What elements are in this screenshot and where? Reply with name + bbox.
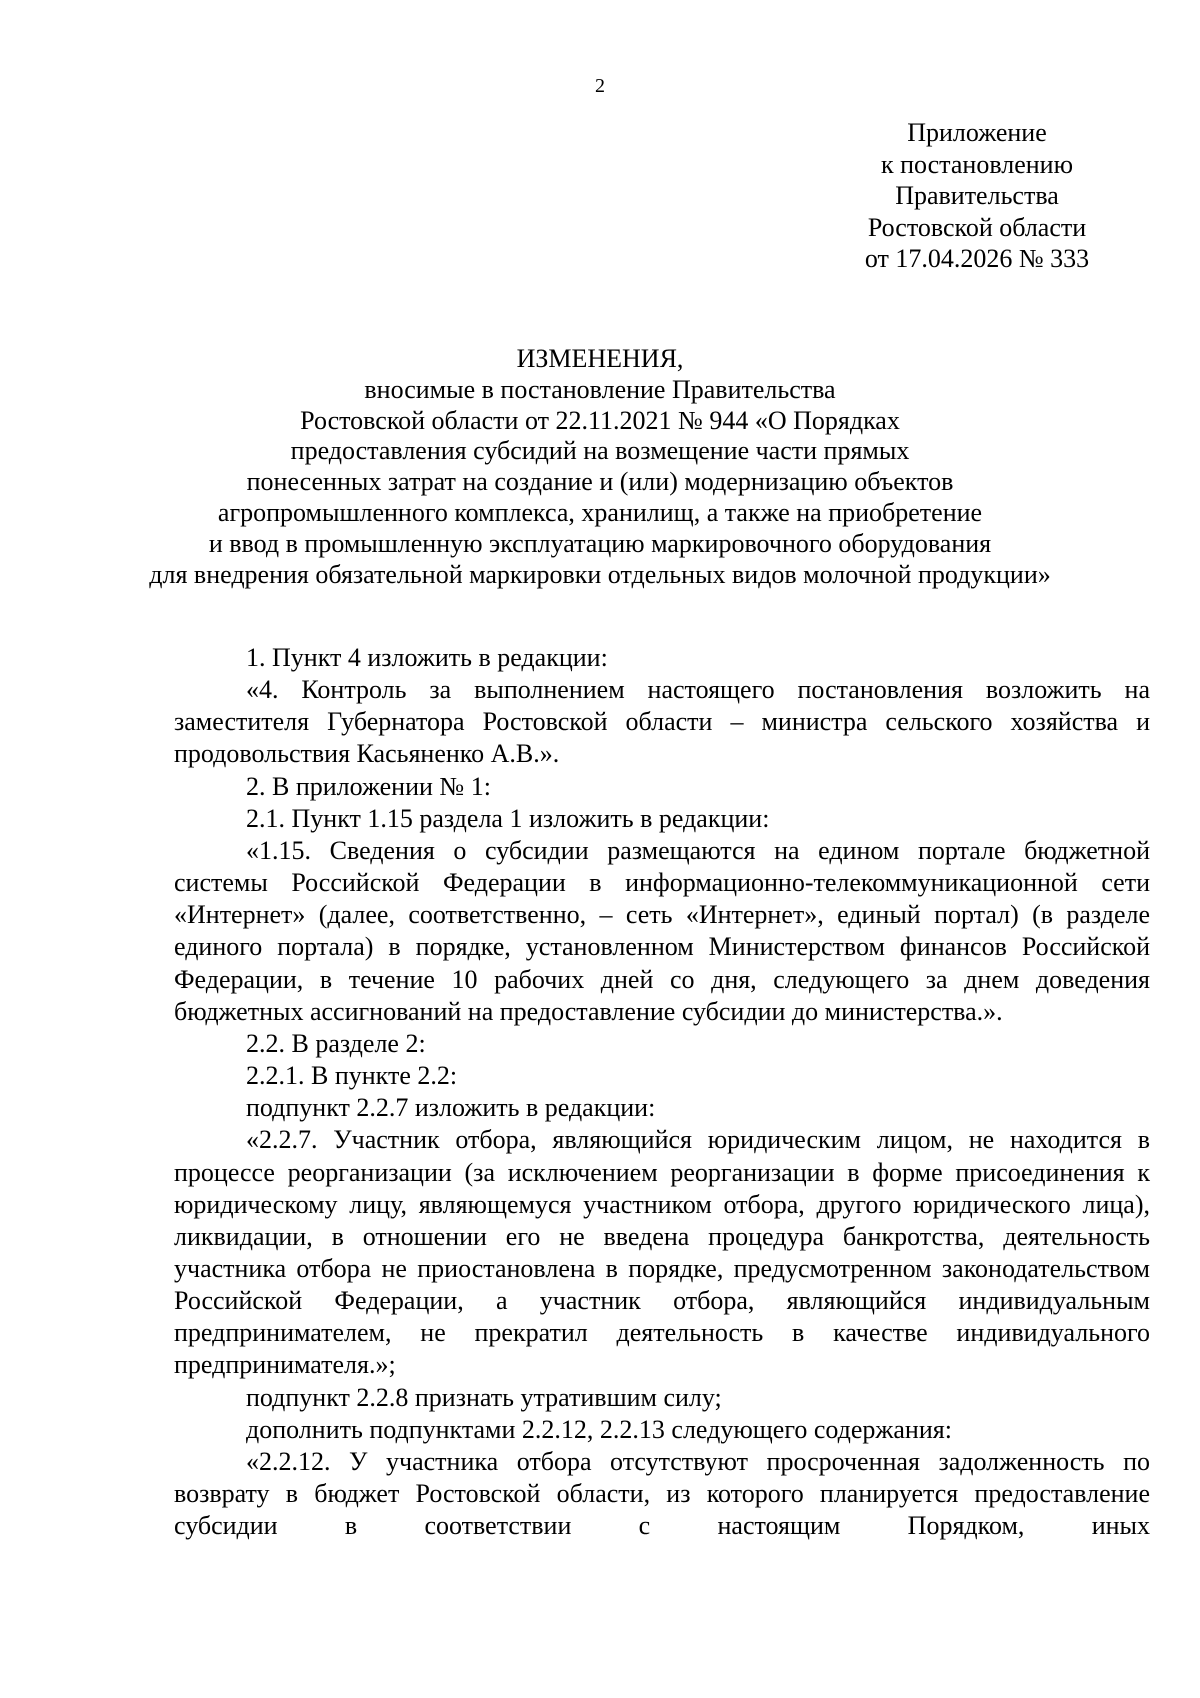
body-paragraph: «1.15. Сведения о субсидии размещаются на едином портале бюджетной системы Российской Федерации в информационно-телекоммуникационной сети «Интернет» (далее, соответственно, – сеть «Интернет», единый портал) (в разделе единого портала) в порядке, установленном Министерством финансов Российской Федерации, в течение 10 рабочих дней со дня, следующего за днем доведения бюджетных ассигнований на предоставление субсидии до министерства.».: [174, 835, 1150, 1026]
body-paragraph: подпункт 2.2.7 изложить в редакции:: [246, 1093, 656, 1123]
title-line: предоставления субсидий на возмещение части прямых: [290, 436, 910, 466]
body-paragraph: 2. В приложении № 1:: [246, 771, 491, 801]
body-paragraph: 2.2.1. В пункте 2.2:: [246, 1061, 458, 1091]
page-number: 2: [595, 75, 605, 97]
document-title: [0, 344, 1200, 590]
appendix-block: [822, 117, 1132, 275]
document-body: [174, 642, 1150, 1542]
appendix-line: Ростовской области: [867, 212, 1087, 242]
appendix-line: Правительства: [895, 181, 1059, 210]
title-line: понесенных затрат на создание и (или) модернизацию объектов: [246, 467, 954, 497]
body-paragraph: подпункт 2.2.8 признать утратившим силу;: [246, 1382, 722, 1412]
appendix-line: к постановлению: [880, 149, 1074, 179]
body-paragraph: 2.1. Пункт 1.15 раздела 1 изложить в редакции:: [246, 803, 770, 833]
title-line: Ростовской области от 22.11.2021 № 944 «О Порядках: [300, 405, 900, 435]
appendix-line: Приложение: [907, 118, 1047, 147]
title-line: и ввод в промышленную эксплуатацию маркировочного оборудования: [208, 528, 992, 558]
body-paragraph: 2.2. В разделе 2:: [246, 1028, 426, 1058]
title-heading: ИЗМЕНЕНИЯ,: [516, 344, 684, 373]
body-paragraph: «2.2.12. У участника отбора отсутствуют просроченная задолженность по возврату в бюджет Ростовской области, из которого планируется предоставление субсидии в соответствии с настоящим Порядком, иных: [174, 1446, 1150, 1541]
body-paragraph: «2.2.7. Участник отбора, являющийся юридическим лицом, не находится в процессе реорганизации (за исключением реорганизации в форме присоединения к юридическому лицу, являющемуся участником отбора, другого юридического лица), ликвидации, в отношении его не введена процедура банкротства, деятельность участника отбора не приостановлена в порядке, предусмотренном законодательством Российской Федерации, а участник отбора, являющийся индивидуальным предпринимателем, не прекратил деятельность в качестве индивидуального предпринимателя.»;: [174, 1125, 1150, 1380]
body-paragraph: дополнить подпунктами 2.2.12, 2.2.13 следующего содержания:: [246, 1414, 952, 1444]
title-line: для внедрения обязательной маркировки отдельных видов молочной продукции»: [149, 559, 1051, 589]
body-paragraph: «4. Контроль за выполнением настоящего постановления возложить на заместителя Губернатора Ростовской области – министра сельского хозяйства и продовольствия Касьяненко А.В.».: [174, 675, 1150, 769]
body-paragraph: 1. Пункт 4 изложить в редакции:: [246, 643, 608, 672]
title-line: агропромышленного комплекса, хранилищ, а также на приобретение: [217, 497, 983, 527]
title-line: вносимые в постановление Правительства: [364, 374, 836, 404]
appendix-line: от 17.04.2026 № 333: [864, 244, 1090, 273]
